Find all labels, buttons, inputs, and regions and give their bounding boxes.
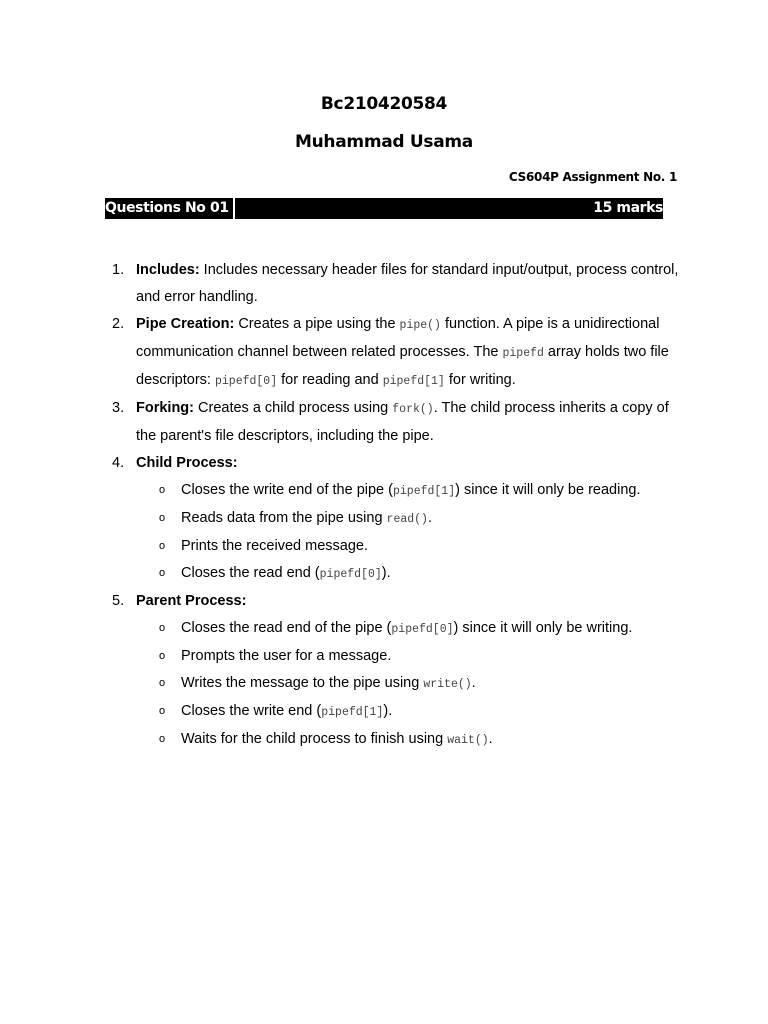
bullet-item <box>136 670 688 698</box>
code-snippet: pipefd[1] <box>321 706 384 719</box>
item-text: . The child process inherits a copy of the parent's file descriptors, including the pipe. <box>136 400 669 444</box>
list-item-pipe-creation <box>108 311 688 395</box>
bullet-item <box>136 698 688 726</box>
bullet-item <box>136 505 688 533</box>
numbered-list <box>108 257 688 754</box>
student-id: Bc210420584 <box>320 94 448 114</box>
item-text: for reading and <box>277 372 383 388</box>
assignment-label: CS604P Assignment No. 1 <box>508 170 677 184</box>
list-number: 3. <box>112 400 125 416</box>
code-snippet: pipefd[1] <box>382 375 445 388</box>
item-text: Prints the received message. <box>181 538 368 554</box>
item-text: ) since it will only be reading. <box>455 482 641 498</box>
item-lead: Child Process: <box>136 455 238 471</box>
question-header-bar <box>105 198 663 219</box>
item-text: ). <box>383 703 393 719</box>
bullet-item <box>136 477 688 505</box>
bullet-circle-icon: o <box>159 567 166 579</box>
item-lead: Pipe Creation: <box>136 316 235 332</box>
code-snippet: read() <box>386 513 428 526</box>
item-text: for writing. <box>444 372 516 388</box>
code-snippet: wait() <box>447 734 489 747</box>
answer-content <box>108 257 688 754</box>
item-text: Closes the read end ( <box>181 565 320 581</box>
item-text: . <box>427 510 432 526</box>
bullet-item <box>136 533 688 560</box>
item-text: Waits for the child process to finish using <box>181 731 448 747</box>
student-name: Muhammad Usama <box>295 132 473 152</box>
code-snippet: pipefd[1] <box>392 485 456 498</box>
code-snippet: pipefd[0] <box>391 623 454 636</box>
item-text: Closes the write end of the pipe ( <box>181 482 393 498</box>
bullet-item <box>136 726 688 754</box>
bullet-circle-icon: o <box>159 677 166 689</box>
question-number: Questions No 01 <box>105 198 235 219</box>
list-item-parent-process <box>108 588 688 754</box>
code-snippet: pipe() <box>399 319 441 332</box>
item-text: Creates a pipe using the <box>234 316 400 332</box>
list-number: 5. <box>112 593 125 609</box>
item-text: Includes necessary header files for standard input/output, process control, and error handling. <box>136 262 679 305</box>
item-text: array holds two file descriptors: <box>136 344 669 388</box>
item-lead: Includes: <box>136 262 200 278</box>
code-snippet: pipefd[0] <box>319 568 382 581</box>
bullet-circle-icon: o <box>159 650 166 662</box>
list-number: 4. <box>112 455 125 471</box>
item-text: Closes the read end of the pipe ( <box>181 620 392 636</box>
bullet-list <box>136 615 688 754</box>
code-snippet: pipefd <box>502 347 544 360</box>
item-text: . <box>488 731 493 747</box>
item-text: ). <box>381 565 391 581</box>
bullet-circle-icon: o <box>159 484 166 496</box>
bullet-item <box>136 560 688 588</box>
bullet-circle-icon: o <box>159 733 166 745</box>
bullet-list <box>136 477 688 588</box>
list-number: 1. <box>112 262 125 278</box>
code-snippet: pipefd[0] <box>214 375 278 388</box>
list-item-child-process <box>108 450 688 588</box>
item-text: Closes the write end ( <box>181 703 322 719</box>
bullet-item <box>136 643 688 670</box>
question-marks: 15 marks <box>593 200 663 216</box>
bullet-circle-icon: o <box>159 540 166 552</box>
code-snippet: fork() <box>392 403 434 416</box>
item-text: Reads data from the pipe using <box>181 510 387 526</box>
item-lead: Forking: <box>136 400 194 416</box>
code-snippet: write() <box>423 678 472 691</box>
list-item-includes <box>108 257 688 311</box>
bullet-item <box>136 615 688 643</box>
item-text: . <box>471 675 476 691</box>
item-text: ) since it will only be writing. <box>453 620 633 636</box>
bullet-circle-icon: o <box>159 705 166 717</box>
item-text: function. A pipe is a unidirectional communication channel between related processes. The <box>136 316 660 360</box>
item-text: Writes the message to the pipe using <box>181 675 424 691</box>
list-number: 2. <box>112 316 125 332</box>
item-lead: Parent Process: <box>136 593 247 609</box>
list-item-forking <box>108 395 688 450</box>
bullet-circle-icon: o <box>159 512 166 524</box>
bullet-circle-icon: o <box>159 622 166 634</box>
item-text: Creates a child process using <box>194 400 393 416</box>
item-text: Prompts the user for a message. <box>181 648 392 664</box>
